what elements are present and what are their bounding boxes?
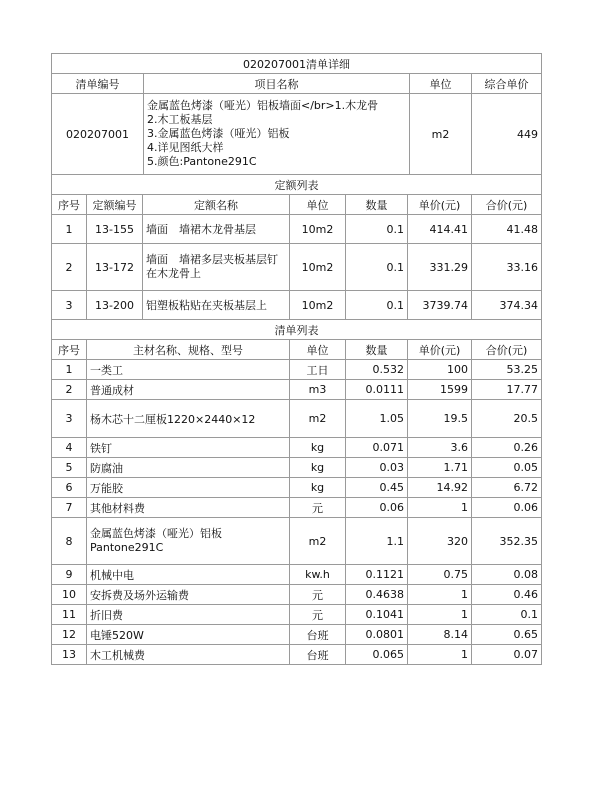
quota-col-total: 合价(元): [472, 195, 542, 215]
material-no: 5: [52, 458, 87, 478]
quota-col-no: 序号: [52, 195, 87, 215]
material-unit: 元: [290, 498, 346, 518]
quota-price: 414.41: [408, 215, 472, 244]
material-name: 机械中电: [87, 565, 290, 585]
code-column-header: 清单编号: [52, 74, 144, 94]
material-price: 1: [408, 498, 472, 518]
quota-no: 3: [52, 291, 87, 320]
quota-total: 374.34: [472, 291, 542, 320]
material-name: 折旧费: [87, 605, 290, 625]
material-total: 0.1: [472, 605, 542, 625]
price-column-header: 综合单价: [472, 74, 542, 94]
name-column-header: 项目名称: [144, 74, 410, 94]
quota-name: 墙面 墙裙多层夹板基层钉在木龙骨上: [143, 244, 290, 291]
material-name: 其他材料费: [87, 498, 290, 518]
table-row: [52, 244, 542, 291]
material-unit: 元: [290, 605, 346, 625]
quota-name: 墙面 墙裙木龙骨基层: [143, 215, 290, 244]
quota-qty: 0.1: [346, 291, 408, 320]
material-no: 11: [52, 605, 87, 625]
quota-table: [51, 174, 542, 320]
material-total: 6.72: [472, 478, 542, 498]
material-qty: 1.1: [346, 518, 408, 565]
material-no: 6: [52, 478, 87, 498]
table-row: [52, 400, 542, 438]
quota-col-qty: 数量: [346, 195, 408, 215]
material-total: 0.08: [472, 565, 542, 585]
material-price: 14.92: [408, 478, 472, 498]
material-price: 8.14: [408, 625, 472, 645]
table-row: [52, 625, 542, 645]
material-no: 3: [52, 400, 87, 438]
quota-name: 铝塑板粘贴在夹板基层上: [143, 291, 290, 320]
material-total: 0.07: [472, 645, 542, 665]
quota-col-name: 定额名称: [143, 195, 290, 215]
item-description-line: 金属蓝色烤漆（哑光）铝板墙面</br>1.木龙骨: [147, 99, 379, 112]
quota-section-title: 定额列表: [52, 175, 542, 195]
quota-unit: 10m2: [290, 244, 346, 291]
material-total: 17.77: [472, 380, 542, 400]
material-no: 7: [52, 498, 87, 518]
table-row: [52, 215, 542, 244]
material-qty: 0.4638: [346, 585, 408, 605]
material-name: 电锤520W: [87, 625, 290, 645]
quota-no: 1: [52, 215, 87, 244]
material-no: 13: [52, 645, 87, 665]
material-name: 金属蓝色烤漆（哑光）铝板Pantone291C: [87, 518, 290, 565]
table-row: [52, 478, 542, 498]
materials-col-name: 主材名称、规格、型号: [87, 340, 290, 360]
material-unit: 台班: [290, 625, 346, 645]
item-description: [144, 94, 410, 175]
item-price: 449: [472, 94, 542, 175]
material-qty: 0.1041: [346, 605, 408, 625]
material-no: 10: [52, 585, 87, 605]
quota-code: 13-155: [87, 215, 143, 244]
material-qty: 0.071: [346, 438, 408, 458]
material-total: 0.26: [472, 438, 542, 458]
material-price: 1599: [408, 380, 472, 400]
material-price: 3.6: [408, 438, 472, 458]
material-no: 8: [52, 518, 87, 565]
material-no: 12: [52, 625, 87, 645]
materials-col-no: 序号: [52, 340, 87, 360]
table-row: [52, 518, 542, 565]
quota-unit: 10m2: [290, 291, 346, 320]
material-qty: 0.065: [346, 645, 408, 665]
material-total: 0.46: [472, 585, 542, 605]
material-qty: 0.03: [346, 458, 408, 478]
material-price: 1.71: [408, 458, 472, 478]
table-row: [52, 291, 542, 320]
material-no: 4: [52, 438, 87, 458]
materials-section-title: 清单列表: [52, 320, 542, 340]
material-unit: m2: [290, 518, 346, 565]
material-name: 普通成材: [87, 380, 290, 400]
material-name: 防腐油: [87, 458, 290, 478]
quota-price: 331.29: [408, 244, 472, 291]
material-unit: kg: [290, 438, 346, 458]
material-name: 铁钉: [87, 438, 290, 458]
material-total: 0.05: [472, 458, 542, 478]
material-unit: 元: [290, 585, 346, 605]
item-description-line: 4.详见图纸大样: [147, 141, 224, 154]
material-name: 万能胶: [87, 478, 290, 498]
table-row: [52, 585, 542, 605]
table-row: [52, 645, 542, 665]
table-row: [52, 438, 542, 458]
material-price: 1: [408, 585, 472, 605]
material-qty: 1.05: [346, 400, 408, 438]
table-row: [52, 360, 542, 380]
material-price: 320: [408, 518, 472, 565]
material-unit: m3: [290, 380, 346, 400]
quota-col-unit: 单位: [290, 195, 346, 215]
materials-table: [51, 319, 542, 665]
material-unit: kg: [290, 458, 346, 478]
item-code: 020207001: [52, 94, 144, 175]
material-unit: 工日: [290, 360, 346, 380]
item-description-line: 2.木工板基层: [147, 113, 213, 126]
materials-col-qty: 数量: [346, 340, 408, 360]
material-qty: 0.06: [346, 498, 408, 518]
materials-col-total: 合价(元): [472, 340, 542, 360]
quota-total: 33.16: [472, 244, 542, 291]
item-description-line: 3.金属蓝色烤漆（哑光）铝板: [147, 127, 290, 140]
material-total: 0.65: [472, 625, 542, 645]
document-title: 020207001清单详细: [52, 54, 542, 74]
material-no: 1: [52, 360, 87, 380]
materials-col-price: 单价(元): [408, 340, 472, 360]
material-unit: kg: [290, 478, 346, 498]
item-unit: m2: [410, 94, 472, 175]
quota-code: 13-172: [87, 244, 143, 291]
quota-qty: 0.1: [346, 244, 408, 291]
material-qty: 0.1121: [346, 565, 408, 585]
materials-col-unit: 单位: [290, 340, 346, 360]
material-unit: m2: [290, 400, 346, 438]
material-price: 1: [408, 605, 472, 625]
quota-col-code: 定额编号: [87, 195, 143, 215]
material-name: 杨木芯十二厘板1220×2440×12: [87, 400, 290, 438]
material-unit: 台班: [290, 645, 346, 665]
material-qty: 0.0111: [346, 380, 408, 400]
material-name: 安拆费及场外运输费: [87, 585, 290, 605]
material-name: 一类工: [87, 360, 290, 380]
quota-price: 3739.74: [408, 291, 472, 320]
quota-unit: 10m2: [290, 215, 346, 244]
material-price: 1: [408, 645, 472, 665]
material-unit: kw.h: [290, 565, 346, 585]
quota-qty: 0.1: [346, 215, 408, 244]
material-qty: 0.0801: [346, 625, 408, 645]
material-total: 352.35: [472, 518, 542, 565]
material-total: 53.25: [472, 360, 542, 380]
table-row: [52, 380, 542, 400]
material-price: 100: [408, 360, 472, 380]
unit-column-header: 单位: [410, 74, 472, 94]
material-qty: 0.532: [346, 360, 408, 380]
table-row: [52, 458, 542, 478]
table-row: [52, 498, 542, 518]
quota-no: 2: [52, 244, 87, 291]
quota-total: 41.48: [472, 215, 542, 244]
quota-code: 13-200: [87, 291, 143, 320]
material-name: 木工机械费: [87, 645, 290, 665]
material-qty: 0.45: [346, 478, 408, 498]
table-row: [52, 605, 542, 625]
item-description-line: 5.颜色:Pantone291C: [147, 155, 257, 168]
material-total: 0.06: [472, 498, 542, 518]
item-table: [51, 53, 542, 175]
material-price: 19.5: [408, 400, 472, 438]
material-price: 0.75: [408, 565, 472, 585]
table-row: [52, 565, 542, 585]
material-no: 9: [52, 565, 87, 585]
material-total: 20.5: [472, 400, 542, 438]
material-no: 2: [52, 380, 87, 400]
quota-col-price: 单价(元): [408, 195, 472, 215]
